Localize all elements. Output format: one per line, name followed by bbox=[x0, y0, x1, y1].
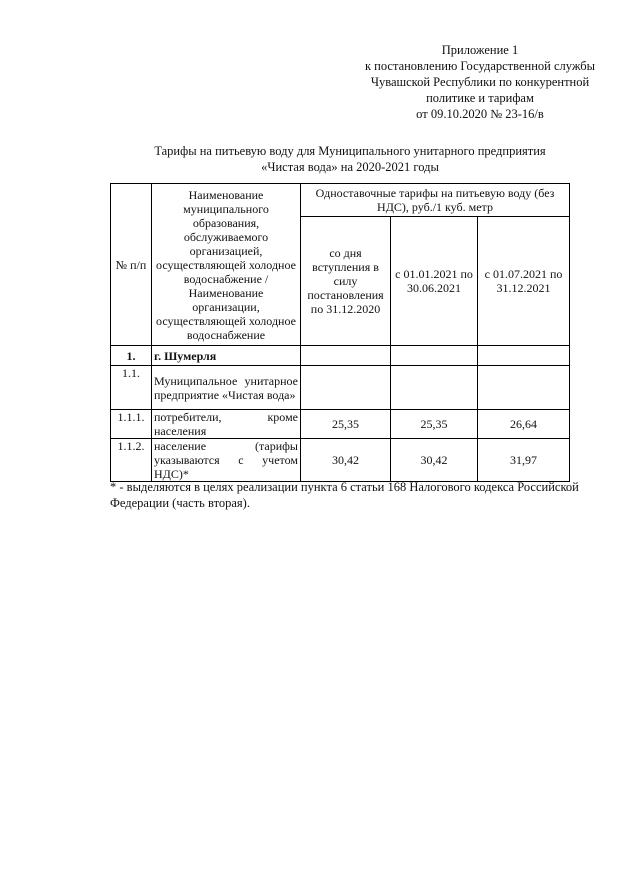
row-num: 1.1. bbox=[111, 366, 152, 410]
header-period-2: с 01.01.2021 по 30.06.2021 bbox=[391, 217, 478, 346]
footnote: * - выделяются в целях реализации пункта 6 статьи 168 Налогового кодекса Российской Федерации (часть вторая). bbox=[110, 480, 579, 510]
row-value bbox=[301, 346, 391, 366]
title-line-1: Тарифы на питьевую воду для Муниципального унитарного предприятия bbox=[154, 144, 546, 158]
table-row bbox=[111, 439, 570, 482]
row-value bbox=[391, 366, 478, 410]
row-num: 1.1.2. bbox=[111, 439, 152, 482]
row-value bbox=[478, 346, 570, 366]
row-value: 31,97 bbox=[478, 439, 570, 482]
row-name: Муниципальное унитарное предприятие «Чистая вода» bbox=[152, 366, 301, 410]
tariffs-table bbox=[110, 183, 570, 482]
header-period-3: с 01.07.2021 по 31.12.2021 bbox=[478, 217, 570, 346]
row-value: 25,35 bbox=[301, 410, 391, 439]
document-title bbox=[110, 143, 590, 175]
title-line-2: «Чистая вода» на 2020-2021 годы bbox=[261, 160, 439, 174]
row-value: 30,42 bbox=[301, 439, 391, 482]
row-name: потребители, кроме населения bbox=[152, 410, 301, 439]
appendix-block bbox=[352, 42, 608, 122]
appendix-line-1: Приложение 1 bbox=[441, 43, 519, 57]
row-name: население (тарифы указываются с учетом НДС)* bbox=[152, 439, 301, 482]
row-value: 26,64 bbox=[478, 410, 570, 439]
table-header-row bbox=[111, 184, 570, 217]
row-value: 25,35 bbox=[391, 410, 478, 439]
row-value: 30,42 bbox=[391, 439, 478, 482]
appendix-line-2: к постановлению Государственной службы bbox=[364, 59, 596, 73]
row-num: 1. bbox=[111, 346, 152, 366]
row-value bbox=[391, 346, 478, 366]
row-name: г. Шумерля bbox=[152, 346, 301, 366]
appendix-line-5: от 09.10.2020 № 23-16/в bbox=[416, 107, 544, 121]
row-value bbox=[478, 366, 570, 410]
header-name: Наименование муниципального образования, обслуживаемого организацией, осуществляющей холодное водоснабжение / Наименование организации, осуществляющей холодное водоснабжение bbox=[152, 184, 301, 346]
appendix-line-4: политике и тарифам bbox=[426, 91, 534, 105]
table-row bbox=[111, 346, 570, 366]
table-row bbox=[111, 410, 570, 439]
header-period-1: со дня вступления в силу постановления по 31.12.2020 bbox=[301, 217, 391, 346]
appendix-line-3: Чувашской Республики по конкурентной bbox=[370, 75, 590, 89]
row-value bbox=[301, 366, 391, 410]
table-row bbox=[111, 366, 570, 410]
header-num: № п/п bbox=[111, 184, 152, 346]
header-tariffs-group: Одноставочные тарифы на питьевую воду (без НДС), руб./1 куб. метр bbox=[301, 184, 570, 217]
row-num: 1.1.1. bbox=[111, 410, 152, 439]
